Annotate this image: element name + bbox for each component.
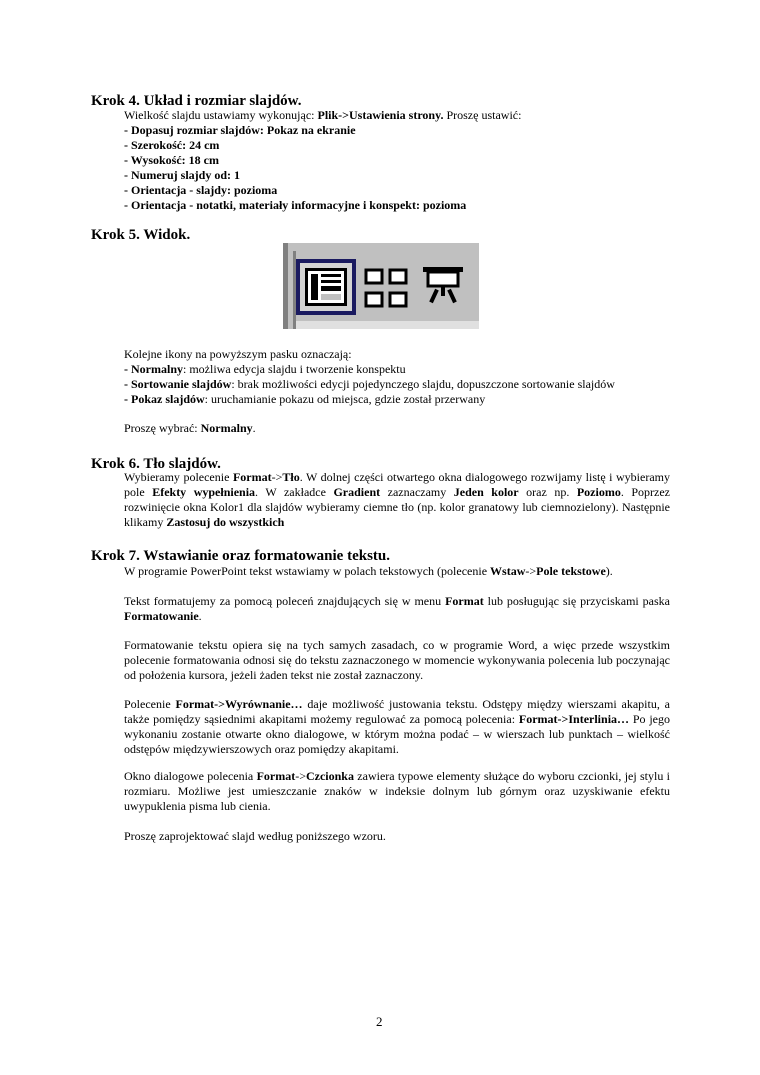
krok7-paragraph-4: Polecenie Format->Wyrównanie… daje możliwość justowania tekstu. Odstępy między wierszami akapitu, a także pomiędzy sąsiednimi akapitami możemy regulować za pomocą polecenia: Format->Interlinia… Po jego wykonaniu zostanie otwarte okno dialogowe, w którym można podać – w wierszach lub punktach – wielkość odstępów międzywierszowych oraz pomiędzy akapitami. <box>124 697 671 756</box>
krok5-item: - Sortowanie slajdów: brak możliwości edycji pojedynczego slajdu, dopuszczone sortowanie slajdów <box>124 377 615 391</box>
krok4-item: - Wysokość: 18 cm <box>124 153 219 167</box>
krok4-item: - Orientacja - slajdy: pozioma <box>124 183 278 197</box>
krok4-item: - Szerokość: 24 cm <box>124 138 220 152</box>
krok5-intro: Kolejne ikony na powyższym pasku oznaczają: <box>124 347 352 361</box>
view-toolbar-image <box>283 243 479 329</box>
krok6-heading: Krok 6. Tło slajdów. <box>91 456 221 472</box>
krok5-choose: Proszę wybrać: Normalny. <box>124 421 256 435</box>
slide-sorter-icon[interactable] <box>363 267 411 311</box>
krok5-item: - Pokaz slajdów: uruchamianie pokazu od miejsca, gdzie został przerwany <box>124 392 486 406</box>
krok4-content <box>124 108 670 213</box>
krok5-content <box>124 347 670 407</box>
krok6-paragraph: Wybieramy polecenie Format->Tło. W dolnej części otwartego okna dialogowego rozwijamy listę i wybieramy pole Efekty wypełnienia. W zakładce Gradient zaznaczamy Jeden kolor oraz np. Poziomo. Poprzez rozwinięcie okna Kolor1 dla slajdów wybieramy ciemne tło (np. kolor granatowy lub ciemnozielony). Następnie klikamy Zastosuj do wszystkich <box>124 470 671 529</box>
krok4-item: - Dopasuj rozmiar slajdów: Pokaz na ekranie <box>124 123 356 137</box>
normal-view-icon[interactable] <box>296 259 356 315</box>
page-number: 2 <box>376 1014 383 1029</box>
slide-show-icon[interactable] <box>421 265 465 311</box>
krok7-paragraph-1: W programie PowerPoint tekst wstawiamy w polach tekstowych (polecenie Wstaw->Pole tekstowe). <box>124 564 613 578</box>
krok7-heading: Krok 7. Wstawianie oraz formatowanie tekstu. <box>91 548 391 564</box>
krok5-heading: Krok 5. Widok. <box>91 227 191 243</box>
krok4-intro: Wielkość slajdu ustawiamy wykonując: Plik->Ustawienia strony. Proszę ustawić: <box>124 108 522 122</box>
krok7-paragraph-6: Proszę zaprojektować slajd według poniższego wzoru. <box>124 829 386 843</box>
krok4-item: - Orientacja - notatki, materiały informacyjne i konspekt: pozioma <box>124 198 467 212</box>
krok4-heading: Krok 4. Układ i rozmiar slajdów. <box>91 93 302 109</box>
krok5-item: - Normalny: możliwa edycja slajdu i tworzenie konspektu <box>124 362 406 376</box>
krok7-paragraph-3: Formatowanie tekstu opiera się na tych samych zasadach, co w programie Word, a więc przede wszystkim polecenie formatowania odnosi się do tekstu zaznaczonego w momencie wykonywania polecenia lub poczynając od położenia kursora, jeżeli żaden tekst nie został zaznaczony. <box>124 638 670 682</box>
krok7-paragraph-5: Okno dialogowe polecenia Format->Czcionka zawiera typowe elementy służące do wyboru czcionki, jej stylu i rozmiaru. Możliwe jest umieszczanie znaków w indeksie dolnym lub górnym oraz uzyskiwanie efektu uwypuklenia pisma lub cienia. <box>124 769 670 813</box>
krok7-paragraph-2: Tekst formatujemy za pomocą poleceń znajdujących się w menu Format lub posługując się przyciskami paska Formatowanie. <box>124 594 671 623</box>
krok4-item: - Numeruj slajdy od: 1 <box>124 168 240 182</box>
